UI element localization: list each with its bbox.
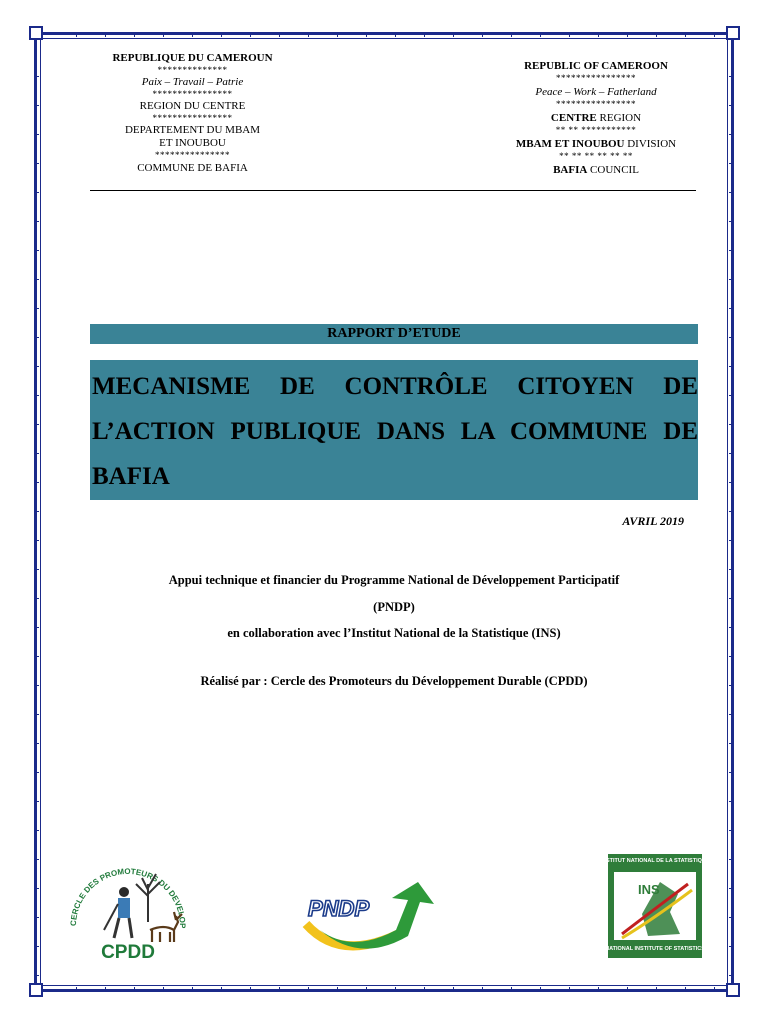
realized-by-line: Réalisé par : Cercle des Promoteurs du Développement Durable (CPDD): [200, 674, 588, 688]
report-date: AVRIL 2019: [622, 514, 684, 528]
border-corner-top-left: [29, 26, 43, 40]
border-corner-top-right: [726, 26, 740, 40]
deer-icon: [150, 912, 182, 942]
council-en: BAFIA COUNCIL: [553, 164, 639, 176]
border-ticks-top: [48, 33, 720, 37]
separator: **************: [157, 65, 228, 75]
division-en: MBAM ET INOUBOU DIVISION: [515, 138, 677, 150]
motto-en: Peace – Work – Fatherland: [535, 86, 657, 98]
header-french: [100, 52, 285, 175]
country-fr: REPUBLIQUE DU CAMEROUN: [112, 52, 273, 64]
separator: ****************: [556, 99, 636, 109]
ins-logo: [600, 854, 710, 958]
border-corner-bottom-right: [726, 983, 740, 997]
report-type-banner: RAPPORT D’ETUDE: [90, 324, 698, 344]
header-divider: [90, 190, 696, 191]
separator: ****************: [556, 73, 636, 83]
border-ticks-right: [729, 48, 733, 978]
cpdd-logo: [64, 844, 192, 962]
person-icon: [119, 887, 129, 897]
border-ticks-left: [35, 48, 39, 978]
country-en: REPUBLIC OF CAMEROON: [524, 60, 668, 72]
department-fr: DEPARTEMENT DU MBAM ET INOUBOU: [124, 124, 261, 149]
separator: ****************: [152, 113, 233, 123]
header-english: [496, 60, 696, 177]
separator: ** ** ***********: [555, 125, 637, 135]
collaboration-line: en collaboration avec l’Institut National de la Statistique (INS): [227, 626, 561, 640]
separator: ****************: [152, 89, 233, 99]
ins-top-text: INSTITUT NATIONAL DE LA STATISTIQUE: [600, 858, 710, 864]
commune-fr: COMMUNE DE BAFIA: [137, 162, 248, 174]
separator: ** ** ** ** ** **: [559, 151, 633, 161]
report-title: MECANISME DE CONTRÔLE CITOYEN DE L’ACTION PUBLIQUE DANS LA COMMUNE DE BAFIA: [90, 360, 698, 500]
cpdd-label: CPDD: [101, 942, 155, 962]
region-en: CENTRE REGION: [550, 112, 642, 124]
cpdd-ring-text: CERCLE DES PROMOTEURS DU DEVELOP: [68, 866, 188, 929]
border-corner-bottom-left: [29, 983, 43, 997]
separator: ***************: [155, 150, 230, 160]
support-line: Appui technique et financier du Programme National de Développement Participatif: [168, 573, 620, 587]
pndp-label: PNDP: [308, 896, 370, 921]
ins-mark: INS: [638, 882, 660, 897]
region-fr: REGION DU CENTRE: [139, 100, 246, 112]
border-ticks-bottom: [48, 987, 720, 991]
ins-bottom-text: NATIONAL INSTITUTE OF STATISTICS: [605, 946, 705, 952]
motto-fr: Paix – Travail – Patrie: [141, 76, 244, 88]
support-acronym: (PNDP): [373, 600, 415, 614]
pndp-logo: [300, 880, 445, 958]
